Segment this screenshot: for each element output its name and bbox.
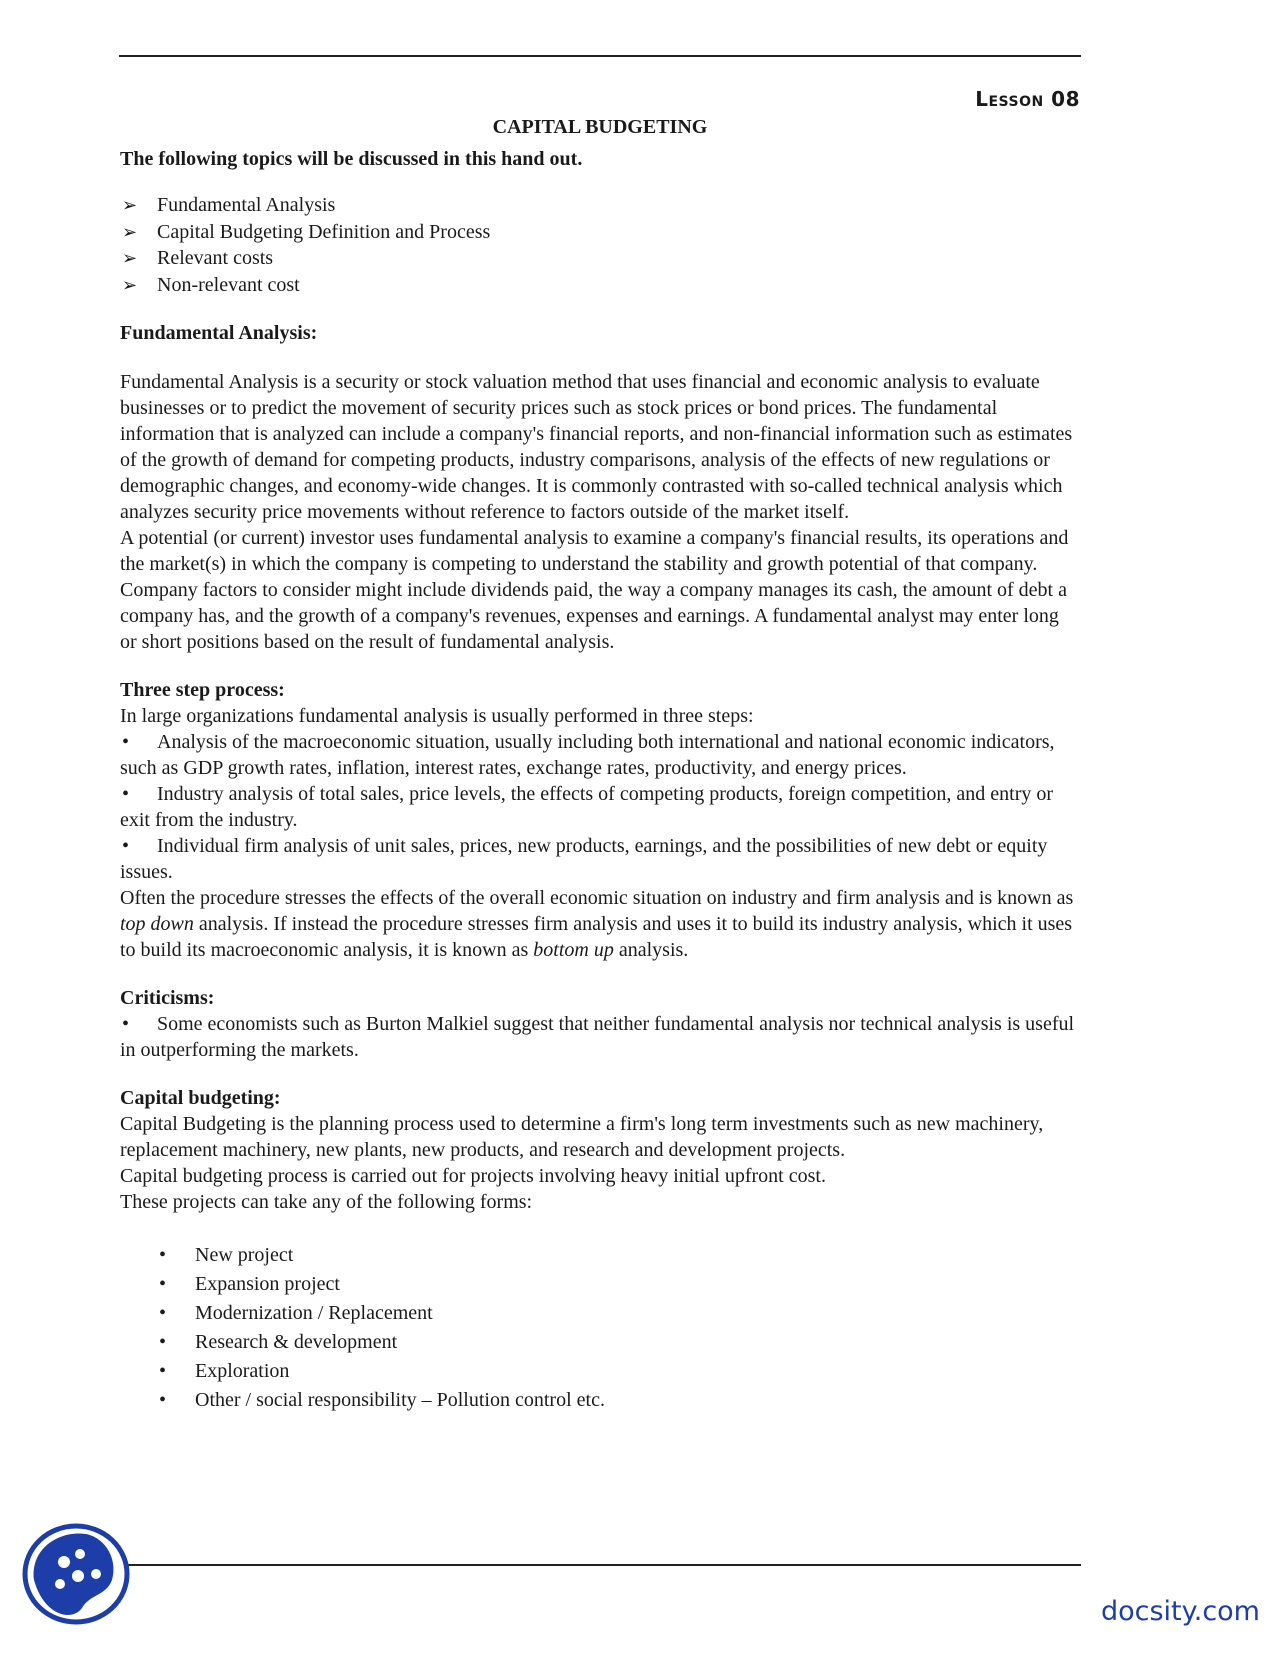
capital-line-2: Capital budgeting process is carried out for projects involving heavy initial upfront cost. <box>120 1165 826 1187</box>
step-item: • Industry analysis of total sales, price levels, the effects of competing products, foreign competition, and entry or exit from the industry. <box>120 783 1054 831</box>
step-item: • Individual firm analysis of unit sales, prices, new products, earnings, and the possibilities of new debt or equity issues. <box>120 835 1048 883</box>
lesson-label: Lesson 08 <box>975 87 1080 111</box>
list-item: • New project <box>120 1241 1080 1270</box>
bullet-icon: • <box>159 1244 167 1266</box>
list-item: ➢ Relevant costs <box>120 245 1080 272</box>
arrow-bullet-icon: ➢ <box>122 221 138 242</box>
criticisms-heading: Criticisms: <box>120 987 215 1009</box>
bullet-icon: • <box>159 1273 167 1295</box>
brand-text[interactable]: docsity.com <box>1100 1596 1260 1627</box>
bullet-icon: • <box>122 835 130 857</box>
project-forms-list <box>120 1241 1080 1415</box>
top-rule <box>119 55 1081 57</box>
fundamental-heading: Fundamental Analysis: <box>120 322 318 344</box>
three-step-closing: Often the procedure stresses the effects of the overall economic situation on industry and firm analysis and is known as top down analysis. If instead the procedure stresses firm analysis and uses it to build its industry analysis, which it uses to build its macroeconomic analysis, it is known as bottom up analysis. <box>120 887 1074 961</box>
fundamental-para-2: A potential (or current) investor uses fundamental analysis to examine a company's financial results, its operations and the market(s) in which the company is competing to understand the stability and growth potential of that company. Company factors to consider might include dividends paid, the way a company manages its cash, the amount of debt a company has, and the growth of a company's revenues, expenses and earnings. A fundamental analyst may enter long or short positions based on the result of fundamental analysis. <box>120 527 1069 653</box>
list-item: • Expansion project <box>120 1270 1080 1299</box>
list-item: • Exploration <box>120 1357 1080 1386</box>
arrow-bullet-icon: ➢ <box>122 248 138 268</box>
list-item: • Other / social responsibility – Pollution control etc. <box>120 1386 1080 1415</box>
docsity-logo-icon[interactable] <box>20 1518 132 1628</box>
bullet-icon: • <box>122 731 130 753</box>
step-item: • Analysis of the macroeconomic situation, usually including both international and national economic indicators, such as GDP growth rates, inflation, interest rates, exchange rates, productivity, and energy prices. <box>120 731 1055 779</box>
bullet-icon: • <box>159 1302 167 1324</box>
bullet-icon: • <box>159 1389 167 1411</box>
document-body <box>120 84 1080 1415</box>
list-item: ➢ Capital Budgeting Definition and Process <box>120 219 1080 246</box>
list-item: • Research & development <box>120 1328 1080 1357</box>
list-item: • Modernization / Replacement <box>120 1299 1080 1328</box>
list-item: ➢ Fundamental Analysis <box>120 192 1080 219</box>
list-item: ➢ Non-relevant cost <box>120 272 1080 299</box>
criticism-item: • Some economists such as Burton Malkiel suggest that neither fundamental analysis nor technical analysis is useful in outperforming the markets. <box>120 1013 1075 1061</box>
capital-line-3: These projects can take any of the following forms: <box>120 1191 533 1213</box>
page-title: CAPITAL BUDGETING <box>492 116 708 138</box>
spacer <box>120 298 1080 320</box>
arrow-bullet-icon: ➢ <box>122 195 138 215</box>
bullet-icon: • <box>122 1013 130 1035</box>
capital-heading: Capital budgeting: <box>120 1087 281 1109</box>
bullet-icon: • <box>159 1360 167 1382</box>
bullet-icon: • <box>159 1331 167 1353</box>
bottom-rule <box>119 1564 1081 1566</box>
bullet-icon: • <box>122 783 130 805</box>
fundamental-para-1: Fundamental Analysis is a security or stock valuation method that uses financial and economic analysis to evaluate businesses or to predict the movement of security prices such as stock prices or bond prices. The fundamental information that is analyzed can include a company's financial reports, and non-financial information such as estimates of the growth of demand for competing products, industry comparisons, analysis of the effects of new regulations or demographic changes, and economy-wide changes. It is commonly contrasted with so-called technical analysis which analyzes security price movements without reference to factors outside of the market itself. <box>120 371 1073 523</box>
intro-text: The following topics will be discussed in this hand out. <box>120 148 583 170</box>
topic-list <box>120 192 1080 298</box>
three-step-heading: Three step process: <box>120 679 285 701</box>
capital-line-1: Capital Budgeting is the planning process used to determine a firm's long term investments such as new machinery, replacement machinery, new plants, new products, and research and development projects. <box>120 1113 1044 1161</box>
arrow-bullet-icon: ➢ <box>122 274 138 295</box>
three-step-lead: In large organizations fundamental analysis is usually performed in three steps: <box>120 705 754 727</box>
